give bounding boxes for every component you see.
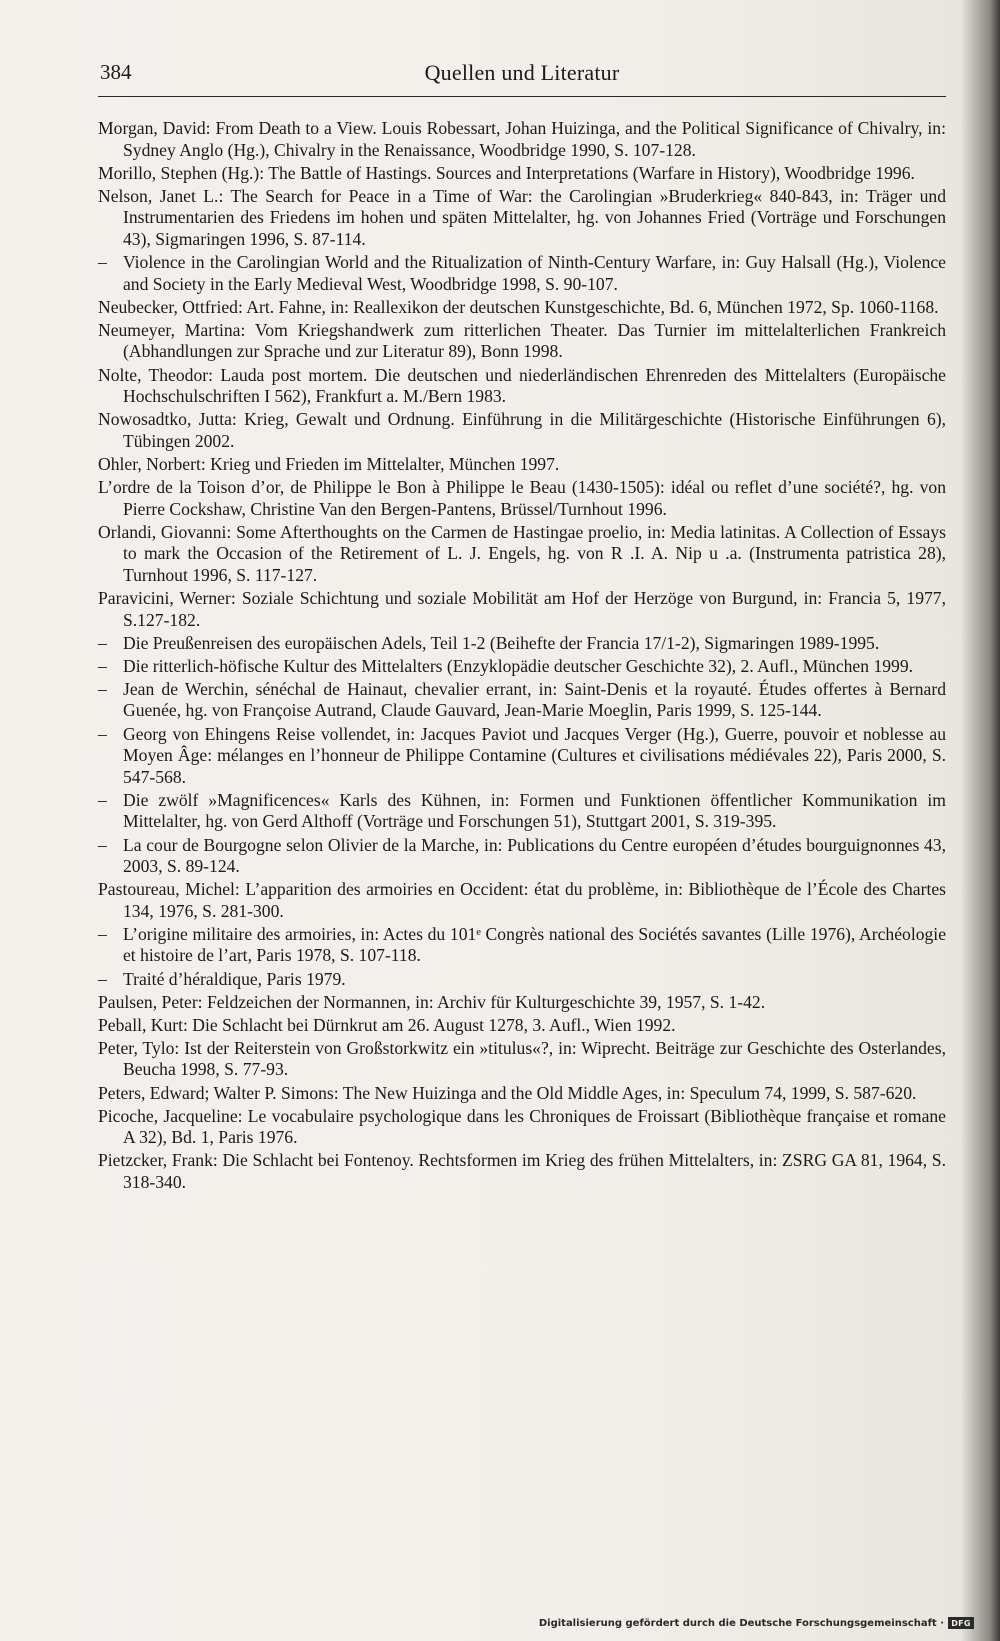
bibliography-entry-continuation <box>98 252 946 295</box>
bibliography-entry <box>98 118 946 161</box>
bibliography-list <box>98 118 946 1195</box>
entry-text: Die Preußenreisen des europäischen Adels, Teil 1-2 (Beihefte der Francia 17/1-2), Sigmaringen 1989-1995. <box>123 632 880 653</box>
entry-text: Paulsen, Peter: Feldzeichen der Normannen, in: Archiv für Kulturgeschichte 39, 1957, S. 1-42. <box>98 991 766 1012</box>
bibliography-entry <box>98 477 946 520</box>
bibliography-entry <box>98 879 946 922</box>
running-head: Quellen und Literatur <box>424 60 620 85</box>
continuation-dash: – <box>98 655 107 676</box>
continuation-dash: – <box>98 834 107 855</box>
entry-text: Jean de Werchin, sénéchal de Hainaut, chevalier errant, in: Saint-Denis et la royauté. Études offertes à Bernard Guenée, hg. von Françoise Autrand, Claude Gauvard, Jean-Marie Moeglin, Paris 1999, S. 125-144. <box>123 678 946 721</box>
bibliography-entry-continuation <box>98 969 946 991</box>
continuation-dash: – <box>98 252 107 273</box>
entry-text: Die zwölf »Magnificences« Karls des Kühnen, in: Formen und Funktionen öffentlicher Kommunikation im Mittelalter, hg. von Gerd Althoff (Vorträge und Forschungen 51), Stuttgart 2001, S. 319-395. <box>123 789 946 832</box>
continuation-dash: – <box>98 723 107 744</box>
bibliography-entry <box>98 1015 946 1037</box>
bibliography-entry <box>98 522 946 587</box>
bibliography-entry-continuation <box>98 835 946 878</box>
continuation-dash: – <box>98 789 107 810</box>
bibliography-entry <box>98 365 946 408</box>
entry-text: Pietzcker, Frank: Die Schlacht bei Fontenoy. Rechtsformen im Krieg des frühen Mittelalters, in: ZSRG GA 81, 1964, S. 318-340. <box>98 1150 946 1192</box>
entry-text: Pastoureau, Michel: L’apparition des armoiries en Occident: état du problème, in: Bibliothèque de l’École des Chartes 134, 1976, S. 281-300. <box>98 879 946 921</box>
bibliography-entry <box>98 454 946 476</box>
page-header <box>98 58 946 97</box>
entry-text: Nolte, Theodor: Lauda post mortem. Die deutschen und niederländischen Ehrenreden des Mittelalters (Europäische Hochschulschriften I 562), Frankfurt a. M./Bern 1983. <box>98 364 946 407</box>
entry-text: Peball, Kurt: Die Schlacht bei Dürnkrut am 26. August 1278, 3. Aufl., Wien 1992. <box>98 1014 676 1035</box>
bibliography-entry <box>98 1150 946 1193</box>
entry-text: Georg von Ehingens Reise vollendet, in: Jacques Paviot und Jacques Verger (Hg.), Guerre, pouvoir et noblesse au Moyen Âge: mélanges en l’honneur de Philippe Contamine (Cultures et civilisations médiévales 22), Paris 2000, S. 547-568. <box>123 723 946 787</box>
entry-text: Morgan, David: From Death to a View. Louis Robessart, Johan Huizinga, and the Political Significance of Chivalry, in: Sydney Anglo (Hg.), Chivalry in the Renaissance, Woodbridge 1990, S. 107-128. <box>98 118 946 160</box>
bibliography-entry <box>98 1083 946 1105</box>
entry-text: Ohler, Norbert: Krieg und Frieden im Mittelalter, München 1997. <box>98 453 560 474</box>
entry-text: Orlandi, Giovanni: Some Afterthoughts on the Carmen de Hastingae proelio, in: Media latinitas. A Collection of Essays to mark the Occasion of the Retirement of L. J. Engels, hg. von R .I. A. Nip u .a. (Instrumenta patristica 28), Turnhout 1996, S. 117-127. <box>98 521 946 585</box>
entry-text: Peters, Edward; Walter P. Simons: The New Huizinga and the Old Middle Ages, in: Speculum 74, 1999, S. 587-620. <box>98 1082 917 1103</box>
entry-text: Violence in the Carolingian World and the Ritualization of Ninth-Century Warfare, in: Guy Halsall (Hg.), Violence and Society in the Early Medieval West, Woodbridge 1998, S. 90-107. <box>123 252 946 294</box>
continuation-dash: – <box>98 632 107 653</box>
continuation-dash: – <box>98 923 107 944</box>
entry-text: Neumeyer, Martina: Vom Kriegshandwerk zum ritterlichen Theater. Das Turnier im mittelalterlichen Frankreich (Abhandlungen zur Sprache und zur Literatur 89), Bonn 1998. <box>98 319 946 362</box>
entry-text: Morillo, Stephen (Hg.): The Battle of Hastings. Sources and Interpretations (Warfare in History), Woodbridge 1996. <box>98 162 915 183</box>
bibliography-entry <box>98 320 946 363</box>
entry-text: Peter, Tylo: Ist der Reiterstein von Großstorkwitz ein »titulus«?, in: Wiprecht. Beiträge zur Geschichte des Osterlandes, Beucha 1998, S. 77-93. <box>98 1037 946 1080</box>
entry-text: Paravicini, Werner: Soziale Schichtung und soziale Mobilität am Hof der Herzöge von Burgund, in: Francia 5, 1977, S.127-182. <box>98 587 946 630</box>
bibliography-entry-continuation <box>98 656 946 678</box>
bibliography-entry <box>98 1038 946 1081</box>
bibliography-entry-continuation <box>98 724 946 789</box>
entry-text: Picoche, Jacqueline: Le vocabulaire psychologique dans les Chroniques de Froissart (Bibliothèque française et romane A 32), Bd. 1, Paris 1976. <box>98 1105 946 1148</box>
bibliography-entry-continuation <box>98 633 946 655</box>
entry-text: Traité d’héraldique, Paris 1979. <box>123 968 346 989</box>
footer-credit: Digitalisierung gefördert durch die Deutsche Forschungsgemeinschaft · <box>538 1617 944 1629</box>
footer <box>539 1617 974 1629</box>
bibliography-entry <box>98 409 946 452</box>
dfg-logo-icon: DFG <box>948 1617 974 1629</box>
entry-text: Neubecker, Ottfried: Art. Fahne, in: Reallexikon der deutschen Kunstgeschichte, Bd. 6, München 1972, Sp. 1060-1168. <box>98 296 939 317</box>
entry-text: Nowosadtko, Jutta: Krieg, Gewalt und Ordnung. Einführung in die Militärgeschichte (Historische Einführungen 6), Tübingen 2002. <box>98 409 946 451</box>
bibliography-entry-continuation <box>98 924 946 967</box>
bibliography-entry <box>98 163 946 185</box>
entry-text: Die ritterlich-höfische Kultur des Mittelalters (Enzyklopädie deutscher Geschichte 32), 2. Aufl., München 1999. <box>123 655 914 676</box>
bibliography-entry <box>98 186 946 251</box>
bibliography-entry <box>98 297 946 319</box>
bibliography-entry-continuation <box>98 790 946 833</box>
bibliography-entry-continuation <box>98 679 946 722</box>
continuation-dash: – <box>98 678 107 699</box>
entry-text: L’origine militaire des armoiries, in: Actes du 101ᵉ Congrès national des Sociétés savantes (Lille 1976), Archéologie et histoire de l’art, Paris 1978, S. 107-118. <box>123 923 946 966</box>
bibliography-entry <box>98 992 946 1014</box>
page-number: 384 <box>100 60 132 84</box>
entry-text: Nelson, Janet L.: The Search for Peace in a Time of War: the Carolingian »Bruderkrieg« 840-843, in: Träger und Instrumentarien des Friedens im hohen und späten Mittelalter, hg. von Johannes Fried (Vorträge und Forschungen 43), Sigmaringen 1996, S. 87-114. <box>98 185 946 249</box>
continuation-dash: – <box>98 968 107 989</box>
entry-text: La cour de Bourgogne selon Olivier de la Marche, in: Publications du Centre européen d’études bourguignonnes 43, 2003, S. 89-124. <box>123 834 946 877</box>
entry-text: L’ordre de la Toison d’or, de Philippe le Bon à Philippe le Beau (1430-1505): idéal ou reflet d’une société?, hg. von Pierre Cockshaw, Christine Van den Bergen-Pantens, Brüssel/Turnhout 1996. <box>98 477 946 519</box>
bibliography-entry <box>98 588 946 631</box>
bibliography-entry <box>98 1106 946 1149</box>
